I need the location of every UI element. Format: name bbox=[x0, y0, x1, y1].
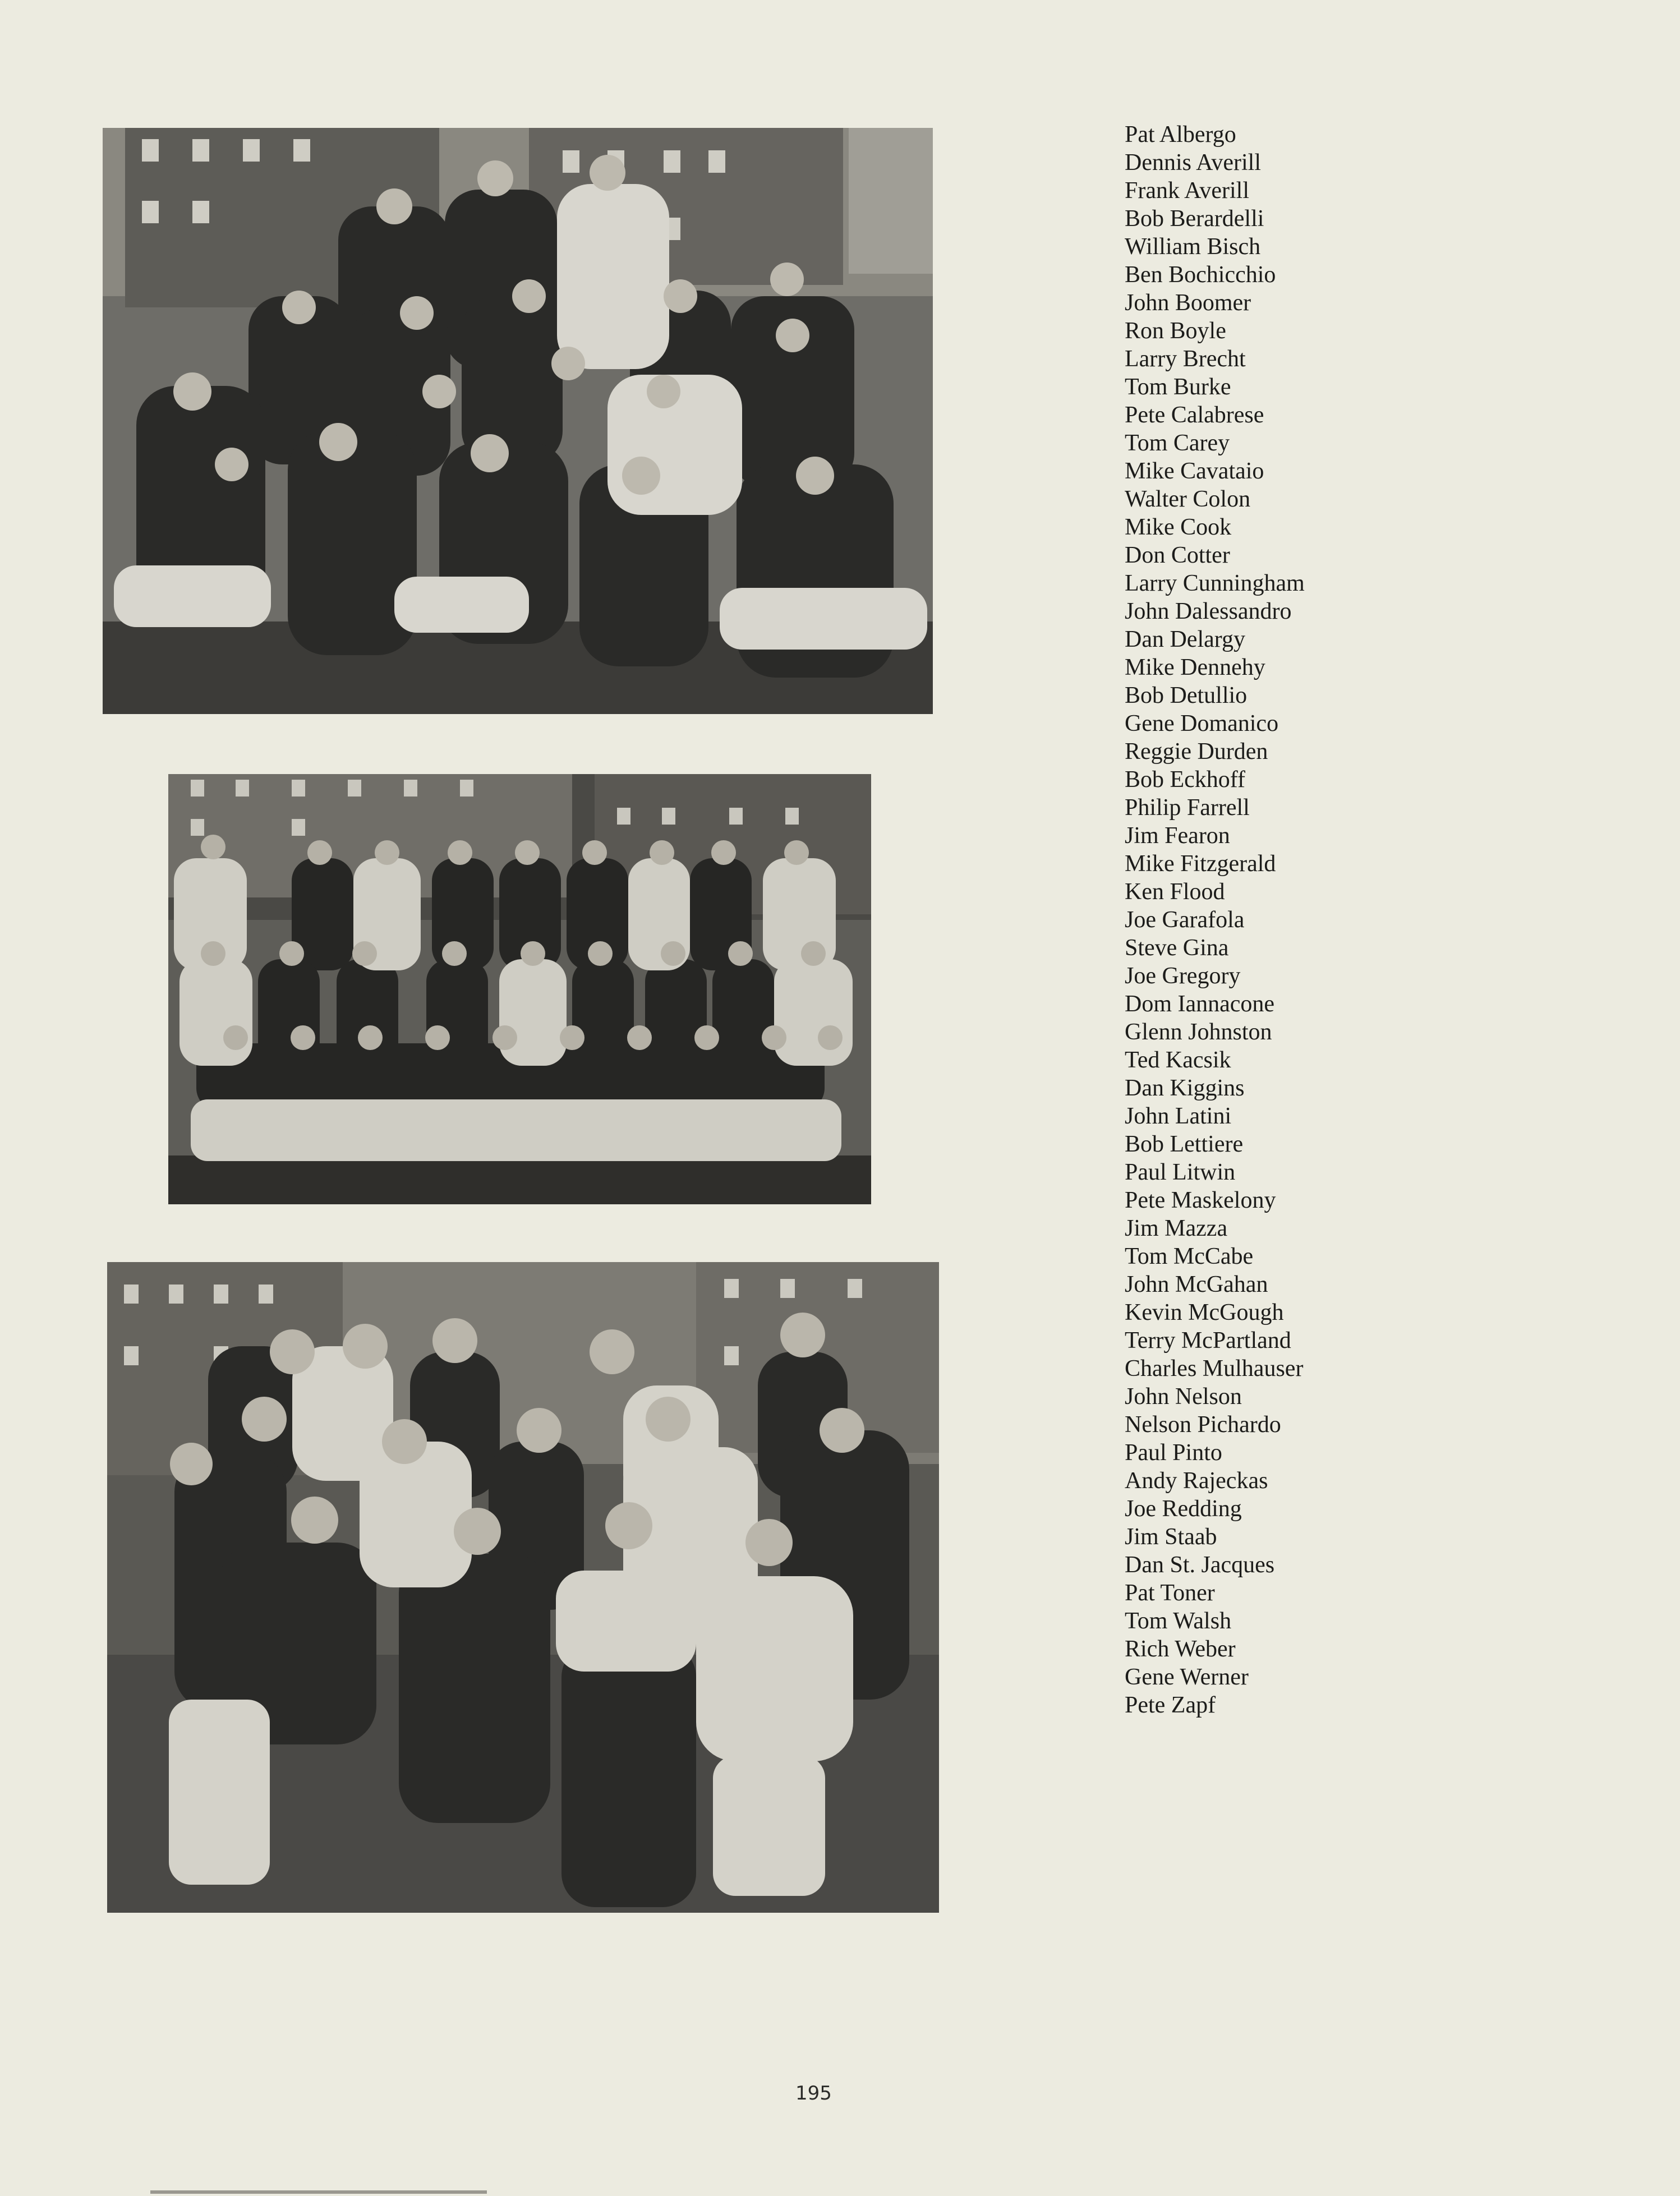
roster-name: Ken Flood bbox=[1125, 879, 1225, 905]
roster-name: Tom Walsh bbox=[1125, 1608, 1232, 1634]
roster-name: Don Cotter bbox=[1125, 542, 1230, 568]
roster-name: Tom Burke bbox=[1125, 374, 1231, 400]
roster-name: Jim Mazza bbox=[1125, 1216, 1228, 1241]
roster-name: Pat Toner bbox=[1125, 1580, 1215, 1606]
roster-name: Dom Iannacone bbox=[1125, 991, 1275, 1017]
roster-name: Ben Bochicchio bbox=[1125, 262, 1276, 288]
team-photo-bottom bbox=[107, 1262, 939, 1913]
roster-name: Tom McCabe bbox=[1125, 1244, 1254, 1269]
roster-name: Philip Farrell bbox=[1125, 795, 1250, 821]
roster-name: Dennis Averill bbox=[1125, 150, 1262, 176]
roster-name: Tom Carey bbox=[1125, 430, 1230, 456]
roster-name: Terry McPartland bbox=[1125, 1328, 1291, 1353]
roster-name: Larry Cunningham bbox=[1125, 570, 1305, 596]
roster-name: Frank Averill bbox=[1125, 178, 1250, 204]
roster-name: Gene Domanico bbox=[1125, 711, 1279, 736]
roster-name: John Boomer bbox=[1125, 290, 1251, 316]
roster-name: Bob Berardelli bbox=[1125, 206, 1264, 232]
roster-name: Glenn Johnston bbox=[1125, 1019, 1272, 1045]
roster-name: Rich Weber bbox=[1125, 1636, 1236, 1662]
team-photo-top bbox=[103, 128, 933, 714]
roster-name: John McGahan bbox=[1125, 1272, 1268, 1297]
roster-name: Dan Delargy bbox=[1125, 627, 1245, 652]
roster-name: Steve Gina bbox=[1125, 935, 1229, 961]
roster-name: Mike Dennehy bbox=[1125, 655, 1265, 680]
roster-name: John Dalessandro bbox=[1125, 599, 1292, 624]
roster-list bbox=[1125, 121, 1305, 1719]
roster-name: Joe Gregory bbox=[1125, 963, 1241, 989]
roster-name: Kevin McGough bbox=[1125, 1300, 1284, 1325]
roster-name: Charles Mulhauser bbox=[1125, 1356, 1304, 1382]
roster-name: Gene Werner bbox=[1125, 1664, 1249, 1690]
roster-name: Ted Kacsik bbox=[1125, 1047, 1231, 1073]
roster-name: Jim Staab bbox=[1125, 1524, 1217, 1550]
roster-name: Mike Fitzgerald bbox=[1125, 851, 1276, 877]
roster-name: Pete Maskelony bbox=[1125, 1187, 1276, 1213]
roster-name: Joe Redding bbox=[1125, 1496, 1242, 1522]
roster-name: Pete Zapf bbox=[1125, 1692, 1216, 1718]
roster-name: Bob Eckhoff bbox=[1125, 767, 1246, 793]
roster-name: Jim Fearon bbox=[1125, 823, 1230, 849]
roster-name: William Bisch bbox=[1125, 234, 1261, 260]
roster-name: John Latini bbox=[1125, 1103, 1232, 1129]
roster-name: Dan St. Jacques bbox=[1125, 1552, 1275, 1578]
page-number: 195 bbox=[795, 2082, 832, 2105]
roster-name: Walter Colon bbox=[1125, 486, 1251, 512]
roster-name: Bob Detullio bbox=[1125, 683, 1248, 708]
roster-name: Pete Calabrese bbox=[1125, 402, 1264, 428]
roster-name: John Nelson bbox=[1125, 1384, 1242, 1410]
roster-name: Nelson Pichardo bbox=[1125, 1412, 1281, 1438]
roster-name: Larry Brecht bbox=[1125, 346, 1246, 372]
roster-name: Mike Cavataio bbox=[1125, 458, 1264, 484]
team-photo-middle bbox=[168, 774, 871, 1204]
roster-name: Joe Garafola bbox=[1125, 907, 1245, 933]
roster-name: Reggie Durden bbox=[1125, 739, 1268, 765]
roster-name: Bob Lettiere bbox=[1125, 1131, 1244, 1157]
bottom-edge-rule bbox=[150, 2190, 487, 2194]
roster-name: Andy Rajeckas bbox=[1125, 1468, 1268, 1494]
roster-name: Paul Litwin bbox=[1125, 1159, 1236, 1185]
roster-name: Mike Cook bbox=[1125, 514, 1232, 540]
roster-name: Dan Kiggins bbox=[1125, 1075, 1245, 1101]
roster-name: Pat Albergo bbox=[1125, 122, 1236, 148]
roster-name: Paul Pinto bbox=[1125, 1440, 1222, 1466]
roster-name: Ron Boyle bbox=[1125, 318, 1226, 344]
